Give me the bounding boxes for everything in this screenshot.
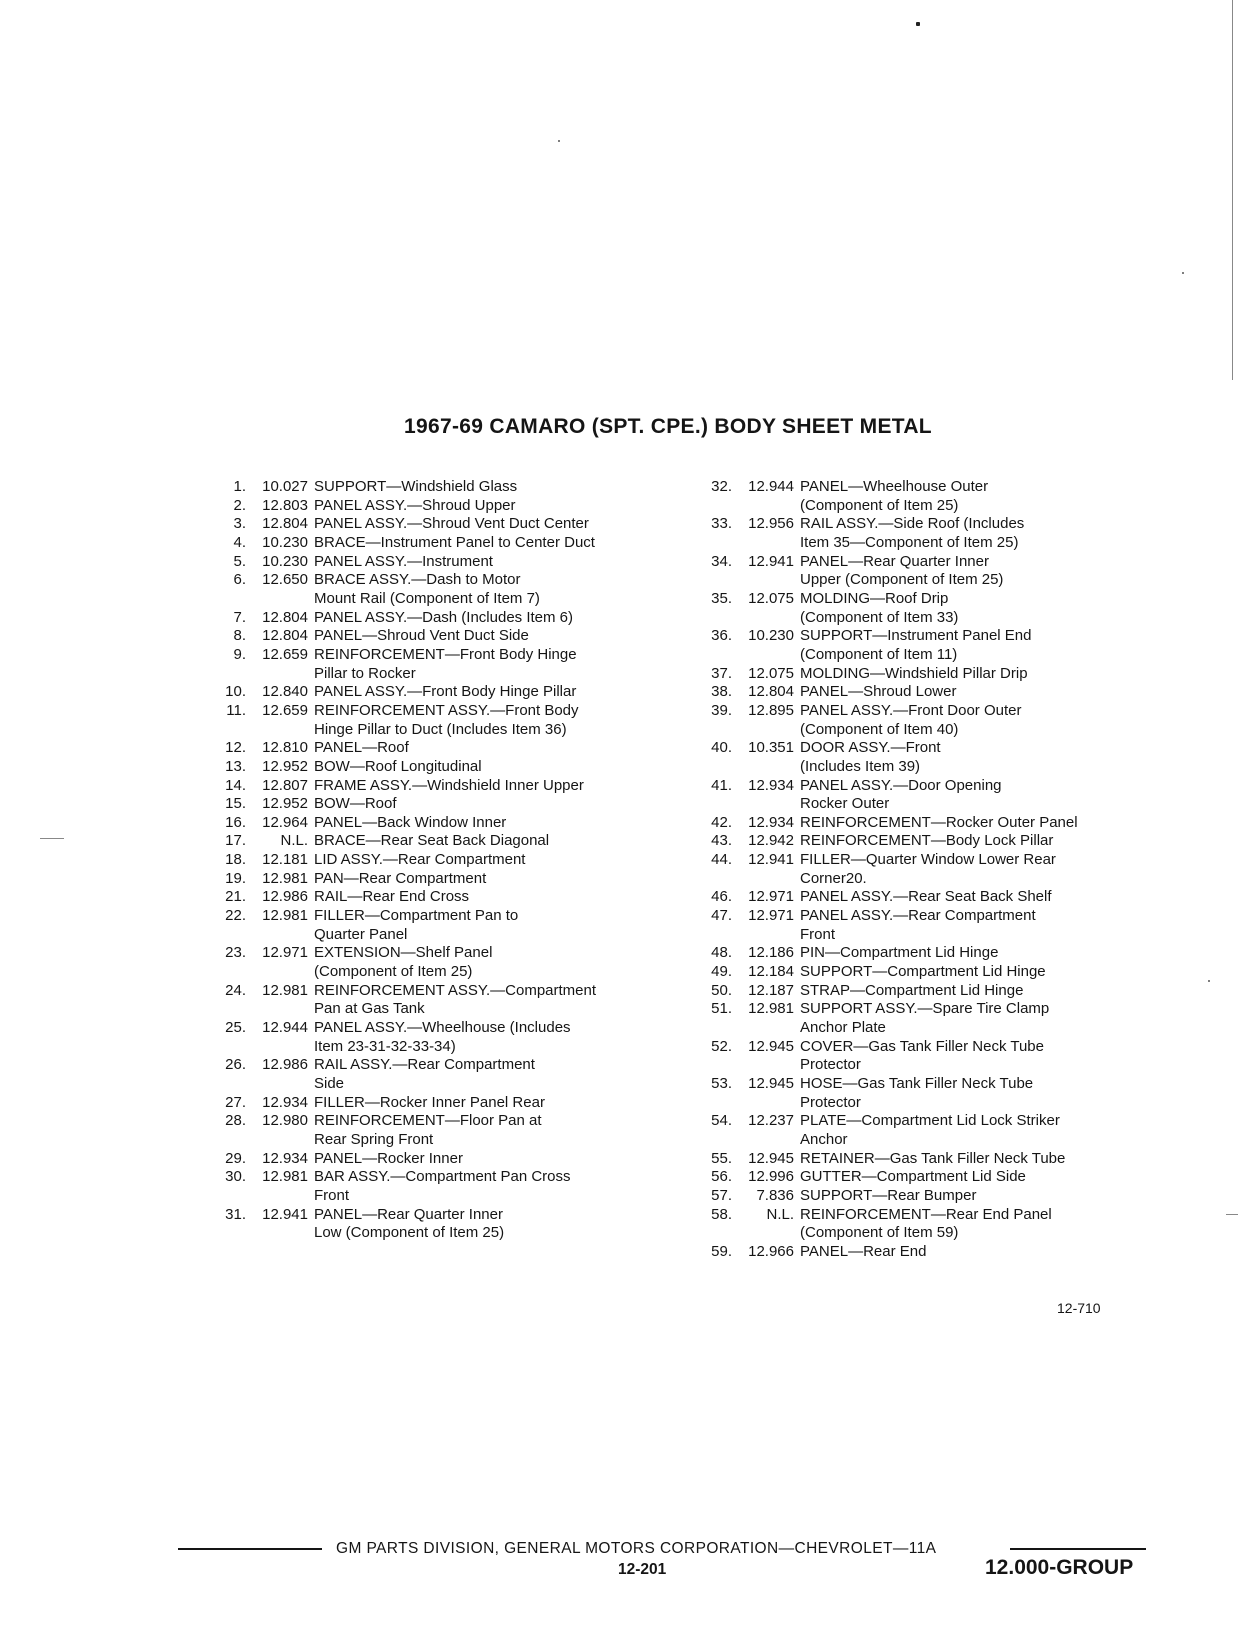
- item-description: PAN—Rear Compartment: [314, 869, 487, 887]
- footer-rule-left: [178, 1548, 322, 1550]
- list-item: [700, 1000, 1140, 1037]
- item-code: 12.956: [748, 515, 794, 533]
- item-code: 12.895: [748, 701, 794, 719]
- footer-division-text: GM PARTS DIVISION, GENERAL MOTORS CORPORATION—CHEVROLET—11A: [336, 1540, 937, 1557]
- footer-rule-right: [1010, 1548, 1146, 1550]
- list-item: [214, 907, 674, 944]
- item-number: 13.: [225, 757, 246, 775]
- list-item: [700, 832, 1140, 851]
- scan-speck: [1208, 980, 1210, 982]
- item-description: BAR ASSY.—Compartment Pan Cross Front: [314, 1168, 571, 1204]
- item-code: 12.934: [262, 1149, 308, 1167]
- item-number: 23.: [225, 944, 246, 962]
- list-item: [700, 1243, 1140, 1262]
- item-code: 10.351: [748, 739, 794, 757]
- item-description: REINFORCEMENT—Rear End Panel (Component of Item 59): [800, 1205, 1052, 1242]
- list-item: [700, 888, 1140, 907]
- item-number: 5.: [233, 552, 246, 570]
- item-description: MOLDING—Windshield Pillar Drip: [800, 664, 1028, 682]
- item-description: PANEL ASSY.—Front Door Outer (Component of Item 40): [800, 701, 1022, 738]
- item-code: 12.941: [748, 851, 794, 869]
- item-description: PANEL—Shroud Vent Duct Side: [314, 627, 529, 645]
- item-number: 32.: [711, 478, 732, 495]
- item-number: 25.: [225, 1019, 246, 1037]
- item-number: 24.: [225, 981, 246, 999]
- item-number: 39.: [711, 701, 732, 719]
- list-item: [214, 870, 674, 889]
- list-item: [214, 814, 674, 833]
- list-item: [700, 702, 1140, 739]
- item-number: 15.: [225, 795, 246, 813]
- item-description: PANEL—Back Window Inner: [314, 813, 507, 831]
- page-reference: 12-710: [1057, 1300, 1101, 1316]
- item-description: RAIL ASSY.—Rear Compartment Side: [314, 1056, 535, 1092]
- item-code: 12.804: [262, 627, 308, 645]
- item-code: 12.807: [262, 776, 308, 794]
- list-item: [700, 627, 1140, 664]
- item-code: 10.230: [262, 552, 308, 570]
- list-item: [214, 609, 674, 628]
- item-code: 12.187: [748, 981, 794, 999]
- item-number: 46.: [711, 888, 732, 906]
- item-code: 12.964: [262, 813, 308, 831]
- item-code: 12.981: [262, 907, 308, 925]
- item-description: REINFORCEMENT ASSY.—Compartment Pan at Gas Tank: [314, 981, 597, 1018]
- list-item: [700, 478, 1140, 515]
- item-description: PANEL ASSY.—Shroud Upper: [314, 496, 516, 514]
- item-description: PLATE—Compartment Lid Lock Striker Anchor: [800, 1112, 1060, 1148]
- item-description: REINFORCEMENT—Body Lock Pillar: [800, 832, 1054, 850]
- item-number: 42.: [711, 813, 732, 831]
- item-code: 12.996: [748, 1168, 794, 1186]
- list-item: [214, 646, 674, 683]
- item-code: 12.810: [262, 739, 308, 757]
- list-item: [214, 1168, 674, 1205]
- item-description: MOLDING—Roof Drip (Component of Item 33): [800, 589, 959, 626]
- item-description: PANEL—Rear Quarter Inner Low (Component of Item 25): [314, 1205, 505, 1242]
- item-number: 11.: [226, 701, 246, 719]
- list-item: [700, 515, 1140, 552]
- item-code: 12.980: [262, 1112, 308, 1130]
- item-description: PANEL ASSY.—Rear Seat Back Shelf: [800, 888, 1052, 906]
- item-code: 12.971: [748, 907, 794, 925]
- footer-page-number: 12-201: [618, 1561, 667, 1578]
- list-item: [214, 1150, 674, 1169]
- item-number: 28.: [225, 1112, 246, 1130]
- item-number: 4.: [233, 533, 246, 551]
- item-code: 12.186: [748, 944, 794, 962]
- list-item: [214, 553, 674, 572]
- item-number: 22.: [225, 907, 246, 925]
- list-item: [700, 851, 1140, 888]
- item-code: N.L.: [280, 832, 308, 850]
- item-code: 12.945: [748, 1075, 794, 1092]
- item-code: 12.804: [748, 683, 794, 701]
- item-description: PANEL—Rocker Inner: [314, 1149, 463, 1167]
- list-item: [214, 982, 674, 1019]
- list-item: [700, 777, 1140, 814]
- item-description: FILLER—Quarter Window Lower Rear Corner20.: [800, 851, 1056, 887]
- item-code: 12.971: [748, 888, 794, 906]
- item-description: LID ASSY.—Rear Compartment: [314, 851, 526, 869]
- item-number: 38.: [711, 683, 732, 701]
- item-number: 7.: [233, 608, 246, 626]
- item-number: 1.: [233, 478, 246, 495]
- list-item: [700, 1075, 1140, 1112]
- item-code: 12.945: [748, 1149, 794, 1167]
- item-number: 34.: [711, 552, 732, 570]
- list-item: [214, 1206, 674, 1243]
- item-code: 12.944: [748, 478, 794, 495]
- item-number: 35.: [711, 589, 732, 607]
- item-number: 43.: [711, 832, 732, 850]
- item-number: 36.: [711, 627, 732, 645]
- item-code: 12.804: [262, 515, 308, 533]
- list-item: [700, 683, 1140, 702]
- list-item: [700, 1038, 1140, 1075]
- list-item: [214, 851, 674, 870]
- item-code: 12.986: [262, 888, 308, 906]
- list-item: [214, 1094, 674, 1113]
- list-item: [700, 590, 1140, 627]
- item-description: SUPPORT—Windshield Glass: [314, 478, 518, 495]
- item-number: 9.: [233, 645, 246, 663]
- item-code: 12.941: [262, 1205, 308, 1223]
- item-description: DOOR ASSY.—Front (Includes Item 39): [800, 739, 941, 775]
- list-item: [214, 515, 674, 534]
- list-item: [214, 944, 674, 981]
- scan-speck: [1182, 272, 1184, 274]
- list-item: [214, 627, 674, 646]
- item-code: 12.952: [262, 757, 308, 775]
- list-item: [214, 739, 674, 758]
- item-number: 18.: [225, 851, 246, 869]
- list-item: [700, 1150, 1140, 1169]
- item-code: N.L.: [766, 1205, 794, 1223]
- item-description: PANEL ASSY.—Front Body Hinge Pillar: [314, 683, 577, 701]
- item-number: 37.: [711, 664, 732, 682]
- item-number: 47.: [711, 907, 732, 925]
- list-item: [214, 888, 674, 907]
- item-description: RAIL—Rear End Cross: [314, 888, 470, 906]
- item-description: FILLER—Rocker Inner Panel Rear: [314, 1093, 545, 1111]
- item-description: RAIL ASSY.—Side Roof (Includes Item 35—Component of Item 25): [800, 515, 1025, 551]
- list-item: [214, 832, 674, 851]
- item-number: 48.: [711, 944, 732, 962]
- list-item: [700, 963, 1140, 982]
- item-description: PANEL ASSY.—Door Opening Rocker Outer: [800, 776, 1002, 813]
- item-code: 12.952: [262, 795, 308, 813]
- list-item: [700, 1187, 1140, 1206]
- item-code: 12.075: [748, 589, 794, 607]
- item-number: 19.: [225, 869, 246, 887]
- item-description: SUPPORT ASSY.—Spare Tire Clamp Anchor Plate: [800, 1000, 1050, 1037]
- scan-edge-mark: [1226, 1214, 1238, 1215]
- list-item: [214, 1112, 674, 1149]
- item-number: 17.: [225, 832, 246, 850]
- item-number: 12.: [225, 739, 246, 757]
- list-item: [214, 534, 674, 553]
- list-item: [700, 1112, 1140, 1149]
- item-code: 12.971: [262, 944, 308, 962]
- item-description: RETAINER—Gas Tank Filler Neck Tube: [800, 1149, 1066, 1167]
- item-description: PANEL ASSY.—Shroud Vent Duct Center: [314, 515, 589, 533]
- list-item: [214, 1019, 674, 1056]
- item-code: 12.981: [262, 869, 308, 887]
- item-code: 12.804: [262, 608, 308, 626]
- list-item: [700, 739, 1140, 776]
- item-code: 12.945: [748, 1037, 794, 1055]
- item-description: PANEL—Shroud Lower: [800, 683, 957, 701]
- item-code: 12.934: [748, 813, 794, 831]
- parts-list-left: [214, 478, 674, 1243]
- item-number: 55.: [711, 1149, 732, 1167]
- item-description: PANEL ASSY.—Instrument: [314, 552, 493, 570]
- item-code: 12.840: [262, 683, 308, 701]
- item-number: 21.: [225, 888, 246, 906]
- item-number: 41.: [711, 776, 732, 794]
- item-number: 3.: [233, 515, 246, 533]
- item-description: REINFORCEMENT ASSY.—Front Body Hinge Pillar to Duct (Includes Item 36): [314, 701, 579, 738]
- item-description: PANEL ASSY.—Rear Compartment Front: [800, 907, 1036, 943]
- item-code: 12.075: [748, 664, 794, 682]
- item-code: 12.659: [262, 701, 308, 719]
- item-number: 40.: [711, 739, 732, 757]
- item-description: BRACE—Rear Seat Back Diagonal: [314, 832, 550, 850]
- item-number: 14.: [225, 776, 246, 794]
- item-description: SUPPORT—Rear Bumper: [800, 1186, 977, 1204]
- list-item: [214, 571, 674, 608]
- item-code: 12.237: [748, 1112, 794, 1130]
- item-number: 27.: [225, 1093, 246, 1111]
- item-number: 50.: [711, 981, 732, 999]
- item-description: SUPPORT—Compartment Lid Hinge: [800, 963, 1046, 981]
- item-description: BRACE—Instrument Panel to Center Duct: [314, 533, 595, 551]
- item-description: PANEL—Roof: [314, 739, 409, 757]
- list-item: [700, 944, 1140, 963]
- item-code: 10.230: [748, 627, 794, 645]
- list-item: [700, 982, 1140, 1001]
- item-code: 12.184: [748, 963, 794, 981]
- item-code: 12.986: [262, 1056, 308, 1074]
- item-description: REINFORCEMENT—Floor Pan at Rear Spring Front: [314, 1112, 542, 1148]
- item-description: FRAME ASSY.—Windshield Inner Upper: [314, 776, 584, 794]
- list-item: [214, 497, 674, 516]
- list-item: [214, 702, 674, 739]
- list-item: [214, 777, 674, 796]
- item-description: BOW—Roof Longitudinal: [314, 757, 482, 775]
- item-description: BOW—Roof: [314, 795, 397, 813]
- item-code: 12.981: [262, 981, 308, 999]
- footer-group-label: 12.000-GROUP: [985, 1556, 1134, 1579]
- item-number: 30.: [225, 1168, 246, 1186]
- item-number: 58.: [711, 1205, 732, 1223]
- item-number: 16.: [225, 813, 246, 831]
- item-code: 12.650: [262, 571, 308, 589]
- item-number: 49.: [711, 963, 732, 981]
- item-number: 26.: [225, 1056, 246, 1074]
- list-item: [700, 1206, 1140, 1243]
- list-item: [214, 1056, 674, 1093]
- list-item: [700, 814, 1140, 833]
- scan-edge-mark: [40, 838, 64, 839]
- item-description: PANEL—Rear Quarter Inner Upper (Component of Item 25): [800, 552, 1004, 589]
- item-code: 12.659: [262, 645, 308, 663]
- scan-speck: [916, 22, 920, 26]
- item-number: 10.: [225, 683, 246, 701]
- item-code: 12.181: [262, 851, 308, 869]
- page-title: 1967-69 CAMARO (SPT. CPE.) BODY SHEET METAL: [404, 415, 932, 438]
- item-description: PANEL ASSY.—Dash (Includes Item 6): [314, 608, 574, 626]
- list-item: [700, 1168, 1140, 1187]
- list-item: [700, 553, 1140, 590]
- item-code: 12.934: [748, 776, 794, 794]
- item-description: REINFORCEMENT—Front Body Hinge Pillar to Rocker: [314, 645, 577, 682]
- item-number: 57.: [711, 1186, 732, 1204]
- item-description: PANEL—Rear End: [800, 1242, 927, 1260]
- list-item: [700, 907, 1140, 944]
- scan-speck: [558, 140, 560, 142]
- item-code: 10.027: [262, 478, 308, 495]
- item-description: HOSE—Gas Tank Filler Neck Tube Protector: [800, 1075, 1034, 1111]
- item-number: 59.: [711, 1242, 732, 1260]
- item-description: PIN—Compartment Lid Hinge: [800, 944, 999, 962]
- scan-edge-mark: [1232, 0, 1233, 380]
- item-description: COVER—Gas Tank Filler Neck Tube Protector: [800, 1037, 1044, 1074]
- item-code: 12.934: [262, 1093, 308, 1111]
- list-item: [214, 683, 674, 702]
- item-description: EXTENSION—Shelf Panel (Component of Item 25): [314, 944, 493, 981]
- item-number: 8.: [233, 627, 246, 645]
- item-code: 7.836: [756, 1186, 794, 1204]
- item-code: 12.981: [748, 1000, 794, 1018]
- item-code: 10.230: [262, 533, 308, 551]
- item-code: 12.941: [748, 552, 794, 570]
- list-item: [214, 758, 674, 777]
- item-code: 12.942: [748, 832, 794, 850]
- item-code: 12.803: [262, 496, 308, 514]
- item-code: 12.944: [262, 1019, 308, 1037]
- item-description: FILLER—Compartment Pan to Quarter Panel: [314, 907, 519, 943]
- item-description: BRACE ASSY.—Dash to Motor Mount Rail (Component of Item 7): [314, 571, 540, 607]
- item-number: 44.: [711, 851, 732, 869]
- item-number: 52.: [711, 1037, 732, 1055]
- item-code: 12.981: [262, 1168, 308, 1186]
- parts-list-right: [700, 478, 1140, 1262]
- item-description: PANEL ASSY.—Wheelhouse (Includes Item 23-31-32-33-34): [314, 1019, 571, 1055]
- item-number: 56.: [711, 1168, 732, 1186]
- item-description: SUPPORT—Instrument Panel End (Component of Item 11): [800, 627, 1032, 663]
- item-number: 2.: [233, 496, 246, 514]
- item-number: 54.: [711, 1112, 732, 1130]
- item-description: STRAP—Compartment Lid Hinge: [800, 981, 1024, 999]
- item-number: 53.: [711, 1075, 732, 1092]
- item-number: 29.: [225, 1149, 246, 1167]
- item-description: REINFORCEMENT—Rocker Outer Panel: [800, 813, 1078, 831]
- item-number: 51.: [711, 1000, 732, 1018]
- item-description: GUTTER—Compartment Lid Side: [800, 1168, 1026, 1186]
- list-item: [700, 665, 1140, 684]
- item-number: 6.: [233, 571, 246, 589]
- item-code: 12.966: [748, 1242, 794, 1260]
- list-item: [214, 478, 674, 497]
- list-item: [214, 795, 674, 814]
- item-number: 31.: [225, 1205, 246, 1223]
- item-description: PANEL—Wheelhouse Outer (Component of Item 25): [800, 478, 989, 514]
- item-number: 33.: [711, 515, 732, 533]
